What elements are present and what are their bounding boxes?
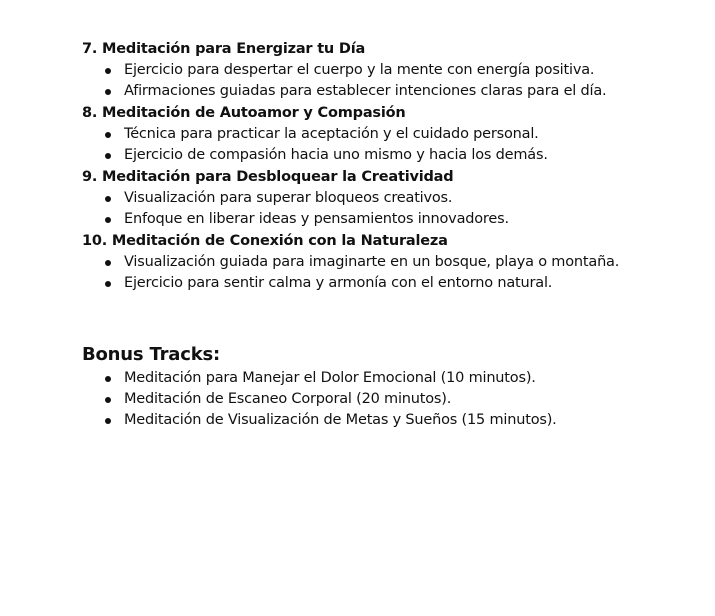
list-item [82, 60, 642, 81]
section-list-10 [82, 252, 642, 294]
list-item [82, 145, 642, 166]
list-item [82, 368, 642, 389]
list-item-text: Meditación de Escaneo Corporal (20 minutos). [124, 391, 452, 407]
list-item [82, 81, 642, 102]
bullet-icon [105, 376, 111, 382]
bullet-icon [105, 217, 111, 223]
list-item [82, 252, 642, 273]
list-item [82, 410, 642, 431]
list-item [82, 389, 642, 410]
bullet-icon [105, 418, 111, 424]
list-item-text: Ejercicio para sentir calma y armonía con el entorno natural. [124, 275, 553, 291]
bullet-icon [105, 260, 111, 266]
list-item-text: Ejercicio de compasión hacia uno mismo y hacia los demás. [124, 147, 548, 163]
list-item [82, 273, 642, 294]
section-heading-10: 10. Meditación de Conexión con la Naturaleza [82, 233, 448, 249]
bullet-icon [105, 132, 111, 138]
list-item-text: Afirmaciones guiadas para establecer intenciones claras para el día. [124, 83, 607, 99]
list-item-text: Ejercicio para despertar el cuerpo y la mente con energía positiva. [124, 62, 595, 78]
list-item-text: Técnica para practicar la aceptación y el cuidado personal. [124, 126, 539, 142]
bullet-icon [105, 397, 111, 403]
bonus-heading: Bonus Tracks: [82, 344, 220, 365]
list-item-text: Meditación para Manejar el Dolor Emocional (10 minutos). [124, 370, 536, 386]
bullet-icon [105, 153, 111, 159]
list-item-text: Visualización para superar bloqueos creativos. [124, 190, 453, 206]
list-item-text: Visualización guiada para imaginarte en un bosque, playa o montaña. [124, 254, 620, 270]
list-item-text: Meditación de Visualización de Metas y Sueños (15 minutos). [124, 412, 557, 428]
bullet-icon [105, 68, 111, 74]
section-heading-9: 9. Meditación para Desbloquear la Creatividad [82, 169, 454, 185]
bullet-icon [105, 89, 111, 95]
bullet-icon [105, 281, 111, 287]
section-heading-7: 7. Meditación para Energizar tu Día [82, 41, 366, 57]
section-heading-8: 8. Meditación de Autoamor y Compasión [82, 105, 406, 121]
section-list-9 [82, 188, 642, 230]
section-list-7 [82, 60, 642, 102]
list-item [82, 209, 642, 230]
list-item [82, 188, 642, 209]
section-list-8 [82, 124, 642, 166]
bonus-list [82, 368, 642, 431]
list-item [82, 124, 642, 145]
list-item-text: Enfoque en liberar ideas y pensamientos innovadores. [124, 211, 509, 227]
bullet-icon [105, 196, 111, 202]
document-body [82, 36, 642, 431]
